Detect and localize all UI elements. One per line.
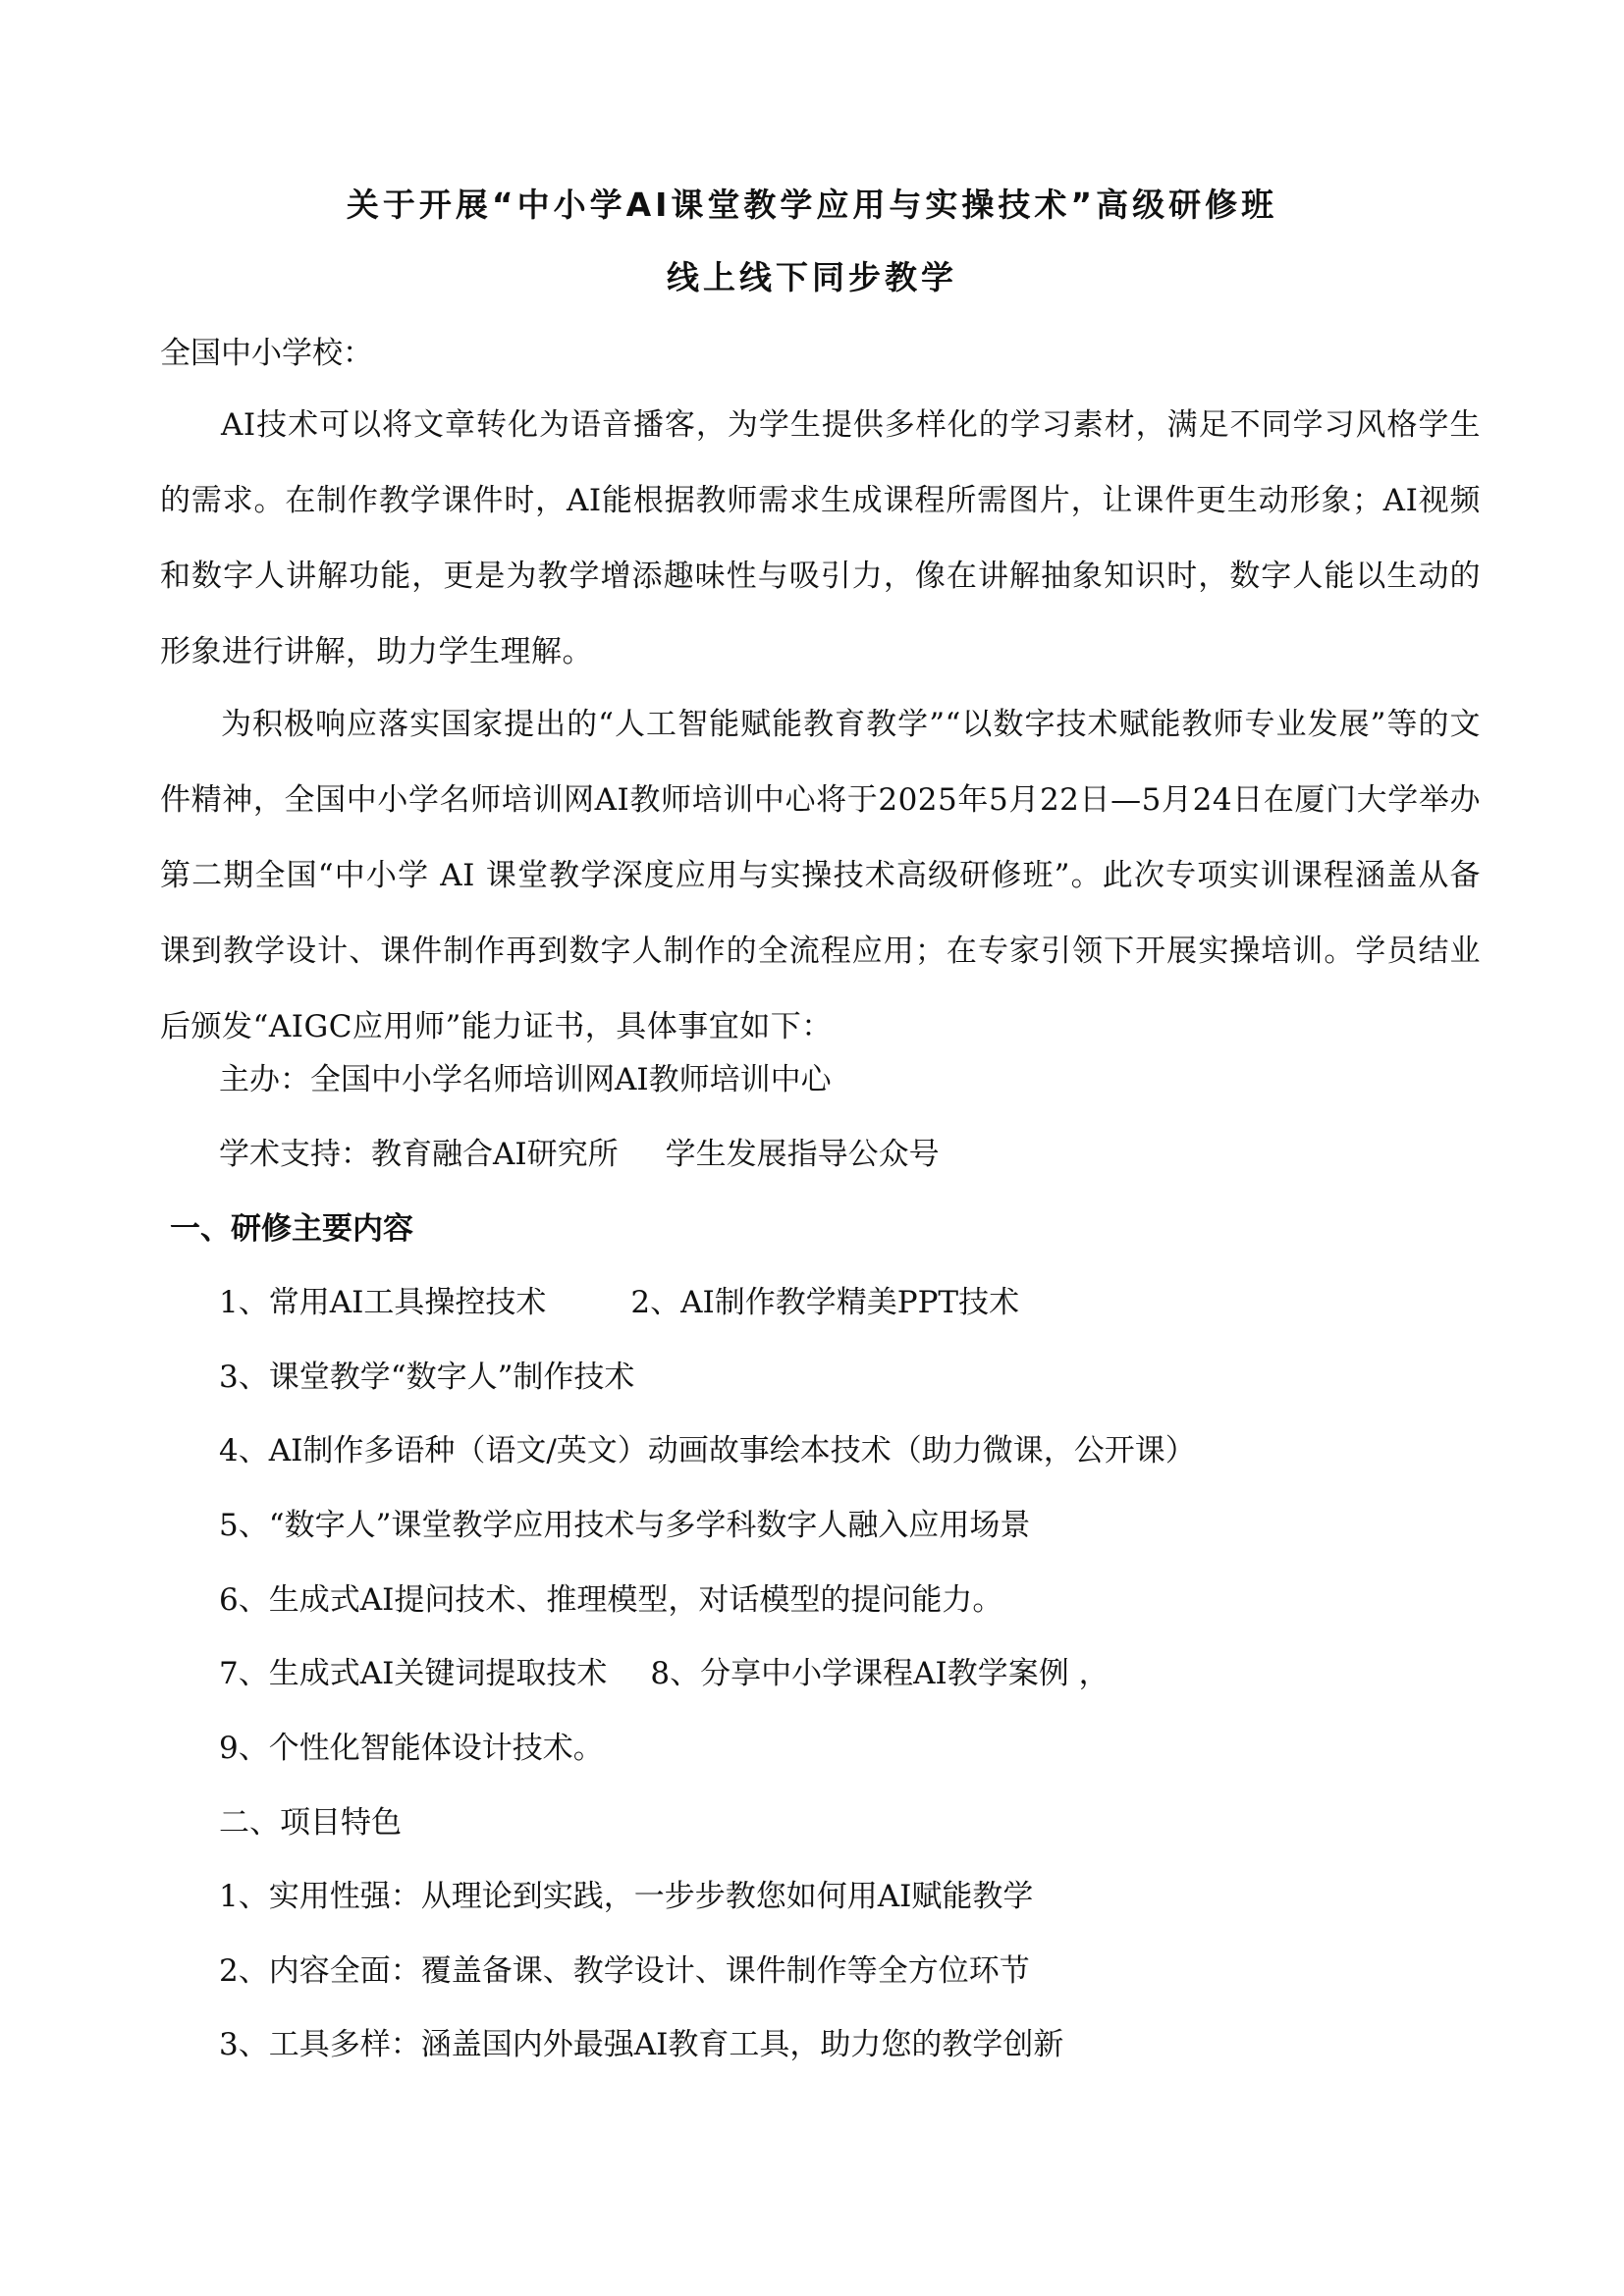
list-item: 3、工具多样：涵盖国内外最强AI教育工具，助力您的教学创新 (219, 2027, 1064, 2062)
salutation: 全国中小学校： (160, 336, 373, 371)
list-item: 2、内容全面：覆盖备课、教学设计、课件制作等全方位环节 (219, 1953, 1030, 1989)
list-item: 5、“数字人”课堂教学应用技术与多学科数字人融入应用场景 (219, 1508, 1031, 1543)
item-2: 2、AI制作教学精美PPT技术 (630, 1285, 1020, 1320)
list-item: 6、生成式AI提问技术、推理模型，对话模型的提问能力。 (219, 1582, 1003, 1618)
list-item: 9、个性化智能体设计技术。 (219, 1731, 604, 1766)
list-item: 4、AI制作多语种（语文/英文）动画故事绘本技术（助力微课，公开课） (219, 1433, 1196, 1468)
academic-support-second: 学生发展指导公众号 (665, 1137, 940, 1172)
background-paragraph: 为积极响应落实国家提出的“人工智能赋能教育教学”“以数字技术赋能教师专业发展”等的文件精神，全国中小学名师培训网AI教师培训中心将于2025年5月22日—5月24日在厦门大学举办第二期全国“中小学 AI 课堂教学深度应用与实操技术高级研修班”。此次专项实训课程涵盖从备课到教学设计、课件制作再到数字人制作的全流程应用；在专家引领下开展实操培训。学员结业后颁发“AIGC应用师”能力证书，具体事宜如下： (160, 707, 1481, 1044)
academic-support-label: 学术支持：教育融合AI研究所 (219, 1137, 619, 1172)
item-1: 1、常用AI工具操控技术 (219, 1285, 547, 1320)
document-title: 关于开展“中小学AI课堂教学应用与实操技术”高级研修班 (346, 186, 1278, 224)
list-item (219, 1283, 1019, 1322)
item-7: 7、生成式AI关键词提取技术 (219, 1656, 608, 1691)
academic-support-line (219, 1135, 940, 1174)
item-8: 8、分享中小学课程AI教学案例 ， (650, 1656, 1110, 1691)
section2-heading: 二、项目特色 (219, 1805, 402, 1841)
organizer-line: 主办：全国中小学名师培训网AI教师培训中心 (219, 1062, 832, 1097)
section1-heading: 一、研修主要内容 (170, 1211, 413, 1247)
list-item (219, 1654, 1110, 1693)
document-subtitle: 线上线下同步教学 (667, 258, 957, 296)
intro-paragraph: AI技术可以将文章转化为语音播客，为学生提供多样化的学习素材，满足不同学习风格学生的需求。在制作教学课件时，AI能根据教师需求生成课程所需图片，让课件更生动形象；AI视频和数字人讲解功能，更是为教学增添趣味性与吸引力，像在讲解抽象知识时，数字人能以生动的形象进行讲解，助力学生理解。 (160, 407, 1481, 669)
list-item: 1、实用性强：从理论到实践，一步步教您如何用AI赋能教学 (219, 1879, 1034, 1914)
list-item: 3、课堂教学“数字人”制作技术 (219, 1360, 635, 1395)
